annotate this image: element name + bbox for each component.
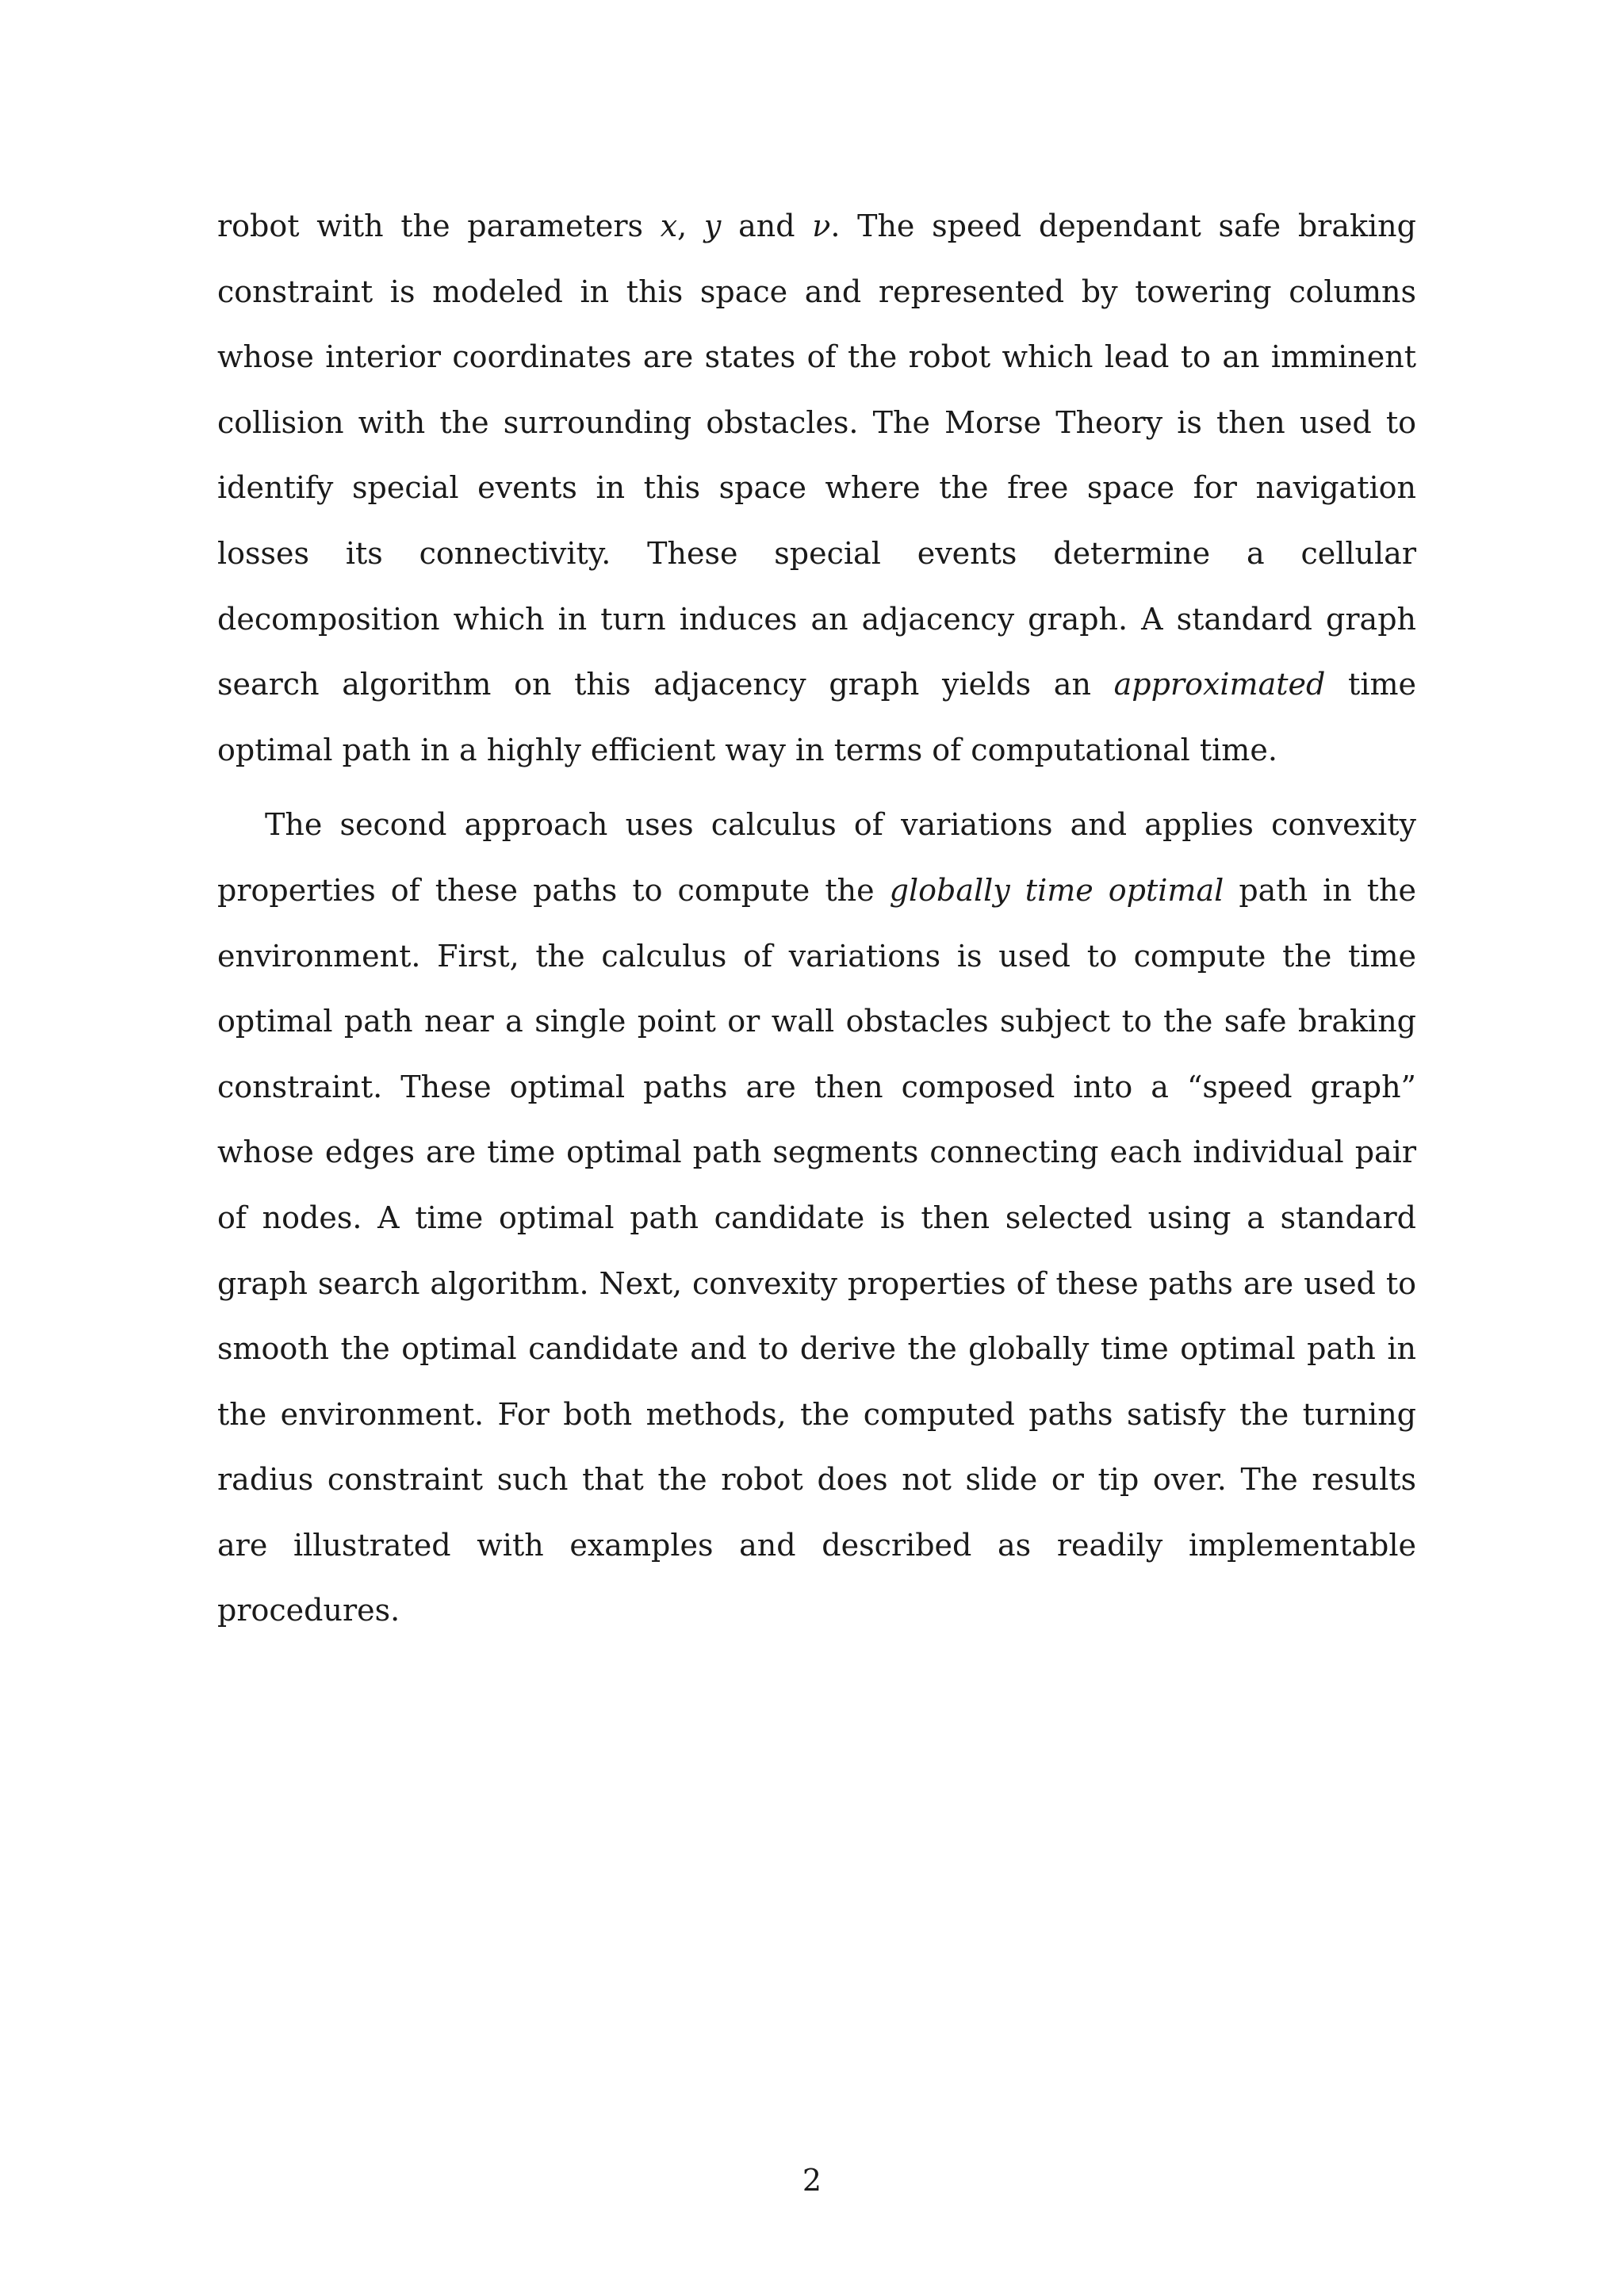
math-variable-x: x — [660, 209, 678, 243]
math-variable-nu: ν — [812, 209, 831, 243]
emphasized-text: approximated — [1113, 667, 1326, 702]
paragraph-1 — [217, 193, 1416, 783]
text-run: time optimal path in a highly efficient way in terms of computational time. — [217, 667, 1416, 767]
page-number: 2 — [802, 2163, 822, 2198]
paragraph-2 — [217, 792, 1416, 1644]
text-run: path in the environment. First, the calculus of variations is used to compute the time optimal path near a single point or wall obstacles subject to the safe braking constraint. These optimal paths are then composed into a “speed graph” whose edges are time optimal path segments connecting each individual pair of nodes. A time optimal path candidate is then selected using a standard graph search algorithm. Next, convexity properties of these paths are used to smooth the optimal candidate and to derive the globally time optimal path in the environment. For both methods, the computed paths satisfy the turning radius constraint such that the robot does not slide or tip over. The results are illustrated with examples and described as readily implementable procedures. — [217, 872, 1416, 1628]
text-run: robot with the parameters — [217, 209, 661, 243]
body-text — [217, 193, 1416, 1644]
text-run: and — [721, 209, 813, 243]
text-run: The second approach uses calculus of variations and applies convexity properties of these paths to compute the — [217, 807, 1416, 908]
text-run: , — [677, 209, 704, 243]
emphasized-text: globally time optimal — [889, 872, 1224, 908]
text-run: . The speed dependant safe braking constraint is modeled in this space and represented by towering columns whose interior coordinates are states of the robot which lead to an imminent collision with the surrounding obstacles. The Morse Theory is then used to identify special events in this space where the free space for navigation losses its connectivity. These special events determine a cellular decomposition which in turn induces an adjacency graph. A standard graph search algorithm on this adjacency graph yields an — [217, 209, 1416, 702]
math-variable-y: y — [703, 209, 722, 243]
